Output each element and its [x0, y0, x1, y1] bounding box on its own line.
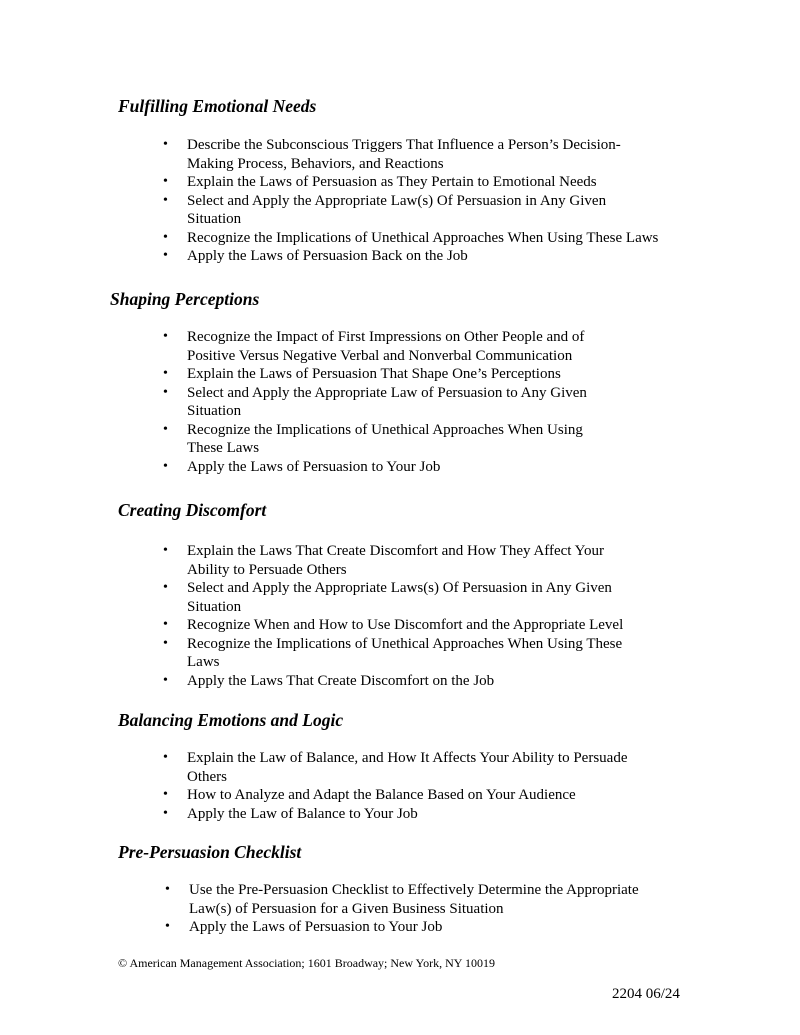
bullet-icon: •	[163, 750, 168, 765]
bullet-icon: •	[163, 543, 168, 558]
list-item	[0, 173, 800, 192]
bullet-icon: •	[163, 366, 168, 381]
bullet-icon: •	[165, 919, 170, 934]
list-item	[0, 881, 800, 918]
list-item	[0, 616, 800, 635]
bullet-icon: •	[163, 384, 168, 400]
bullet-icon: •	[163, 617, 168, 632]
list-item	[0, 136, 800, 173]
list-item-text: Explain the Laws of Persuasion as They Pertain to Emotional Needs	[187, 174, 597, 190]
list-item-text: Explain the Law of Balance, and How It Affects Your Ability to Persuade Others	[187, 750, 628, 785]
list-item-text: Recognize the Implications of Unethical Approaches When Using These Laws	[187, 635, 623, 670]
list-item	[0, 384, 800, 421]
bullet-icon: •	[163, 229, 168, 245]
bullet-list	[0, 136, 800, 266]
list-item	[0, 365, 800, 384]
list-item-text: Recognize the Impact of First Impressions on Other People and of Positive Versus Negative Verbal and Nonverbal Communication	[187, 329, 585, 364]
list-item	[0, 672, 800, 691]
list-item	[0, 805, 800, 824]
list-item-text: Recognize the Implications of Unethical Approaches When Using These Laws	[187, 229, 659, 246]
list-item-text: Select and Apply the Appropriate Laws(s) Of Persuasion in Any Given Situation	[187, 580, 612, 615]
list-item	[0, 192, 800, 229]
section-heading: Fulfilling Emotional Needs	[118, 96, 317, 116]
bullet-list	[0, 542, 800, 690]
bullet-icon: •	[163, 192, 168, 208]
list-item-text: Apply the Laws of Persuasion to Your Job	[189, 919, 443, 935]
list-item-text: Describe the Subconscious Triggers That Influence a Person’s Decision- Making Process, Behaviors, and Reactions	[187, 137, 621, 172]
list-item-text: Use the Pre-Persuasion Checklist to Effectively Determine the Appropriate Law(s) of Persuasion for a Given Business Situation	[189, 882, 639, 917]
bullet-list	[0, 749, 800, 823]
list-item-text: Apply the Law of Balance to Your Job	[187, 805, 418, 822]
footer-document-code: 2204 06/24	[612, 986, 680, 1002]
list-item	[0, 229, 800, 248]
list-item	[0, 749, 800, 786]
bullet-list	[0, 328, 800, 476]
section-heading: Creating Discomfort	[118, 500, 267, 520]
section-heading: Pre-Persuasion Checklist	[118, 842, 302, 862]
list-item	[0, 635, 800, 672]
list-item	[0, 421, 800, 458]
list-item-text: Explain the Laws That Create Discomfort and How They Affect Your Ability to Persuade Others	[187, 543, 604, 578]
list-item-text: Explain the Laws of Persuasion That Shape One’s Perceptions	[187, 366, 561, 382]
section-heading: Shaping Perceptions	[110, 289, 260, 309]
list-item-text: Recognize When and How to Use Discomfort and the Appropriate Level	[187, 617, 624, 633]
list-item-text: How to Analyze and Adapt the Balance Based on Your Audience	[187, 787, 576, 803]
list-item-text: Apply the Laws of Persuasion Back on the Job	[187, 248, 468, 264]
bullet-icon: •	[163, 635, 168, 651]
list-item	[0, 786, 800, 805]
bullet-icon: •	[163, 421, 168, 437]
list-item	[0, 542, 800, 579]
list-item-text: Apply the Laws That Create Discomfort on the Job	[187, 672, 495, 689]
list-item	[0, 328, 800, 365]
list-item-text: Apply the Laws of Persuasion to Your Job	[187, 458, 441, 475]
bullet-icon: •	[163, 787, 168, 802]
bullet-icon: •	[163, 248, 168, 263]
list-item	[0, 579, 800, 616]
footer-copyright: © American Management Association; 1601 Broadway; New York, NY 10019	[118, 956, 495, 970]
bullet-icon: •	[163, 580, 168, 595]
bullet-icon: •	[163, 137, 168, 152]
bullet-icon: •	[163, 329, 168, 344]
bullet-icon: •	[163, 458, 168, 474]
list-item	[0, 918, 800, 937]
list-item-text: Select and Apply the Appropriate Law of Persuasion to Any Given Situation	[187, 384, 587, 419]
bullet-icon: •	[163, 805, 168, 821]
list-item-text: Select and Apply the Appropriate Law(s) Of Persuasion in Any Given Situation	[187, 192, 607, 227]
bullet-icon: •	[163, 672, 168, 688]
list-item	[0, 458, 800, 477]
bullet-icon: •	[163, 174, 168, 189]
list-item-text: Recognize the Implications of Unethical Approaches When Using These Laws	[187, 421, 583, 456]
bullet-list	[0, 881, 800, 937]
list-item	[0, 247, 800, 266]
bullet-icon: •	[165, 882, 170, 897]
section-heading: Balancing Emotions and Logic	[118, 710, 344, 730]
